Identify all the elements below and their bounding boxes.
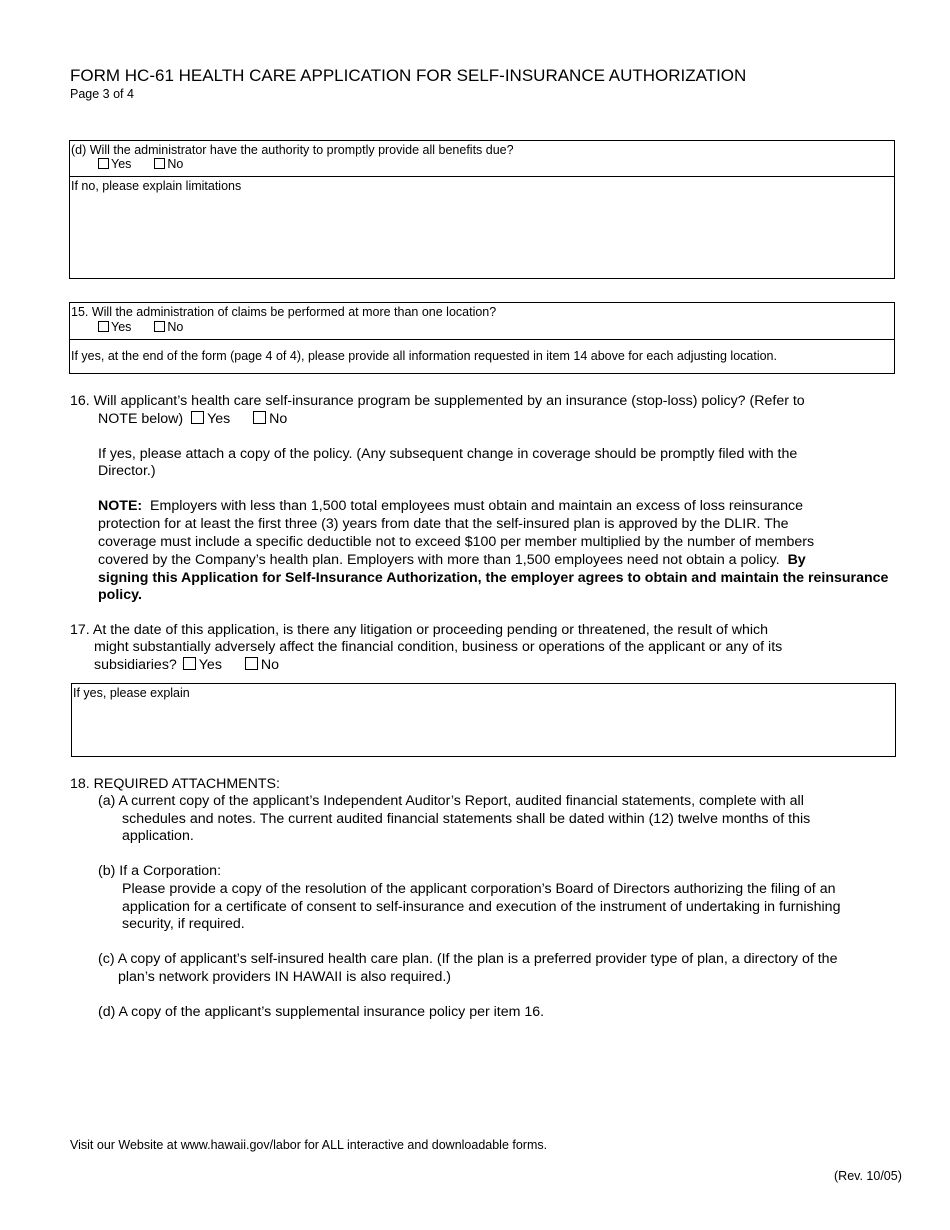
q16-note-bold-line5: signing this Application for Self-Insurance Authorization, the employer agrees to obtain and maintain the reinsurance xyxy=(98,570,889,586)
q16-note-text4: covered by the Company’s health plan. Employers with more than 1,500 employees need not obtain a policy. xyxy=(98,552,780,568)
q17-line1: 17. At the date of this application, is there any litigation or proceeding pending or threatened, the result of which xyxy=(70,622,768,638)
q17-line2: might substantially adversely affect the financial condition, business or operations of the applicant or any of its xyxy=(94,639,783,655)
q15-divider xyxy=(70,339,894,340)
q16-line2-row xyxy=(98,411,287,429)
q14d-no-label: No xyxy=(167,157,184,171)
q14d-box xyxy=(69,140,895,279)
q16-note-text1: Employers with less than 1,500 total employees must obtain and maintain an excess of loss reinsurance xyxy=(150,498,804,514)
q16-note-line5 xyxy=(98,570,888,588)
form-title: FORM HC-61 HEALTH CARE APPLICATION FOR SELF-INSURANCE AUTHORIZATION xyxy=(70,66,747,85)
q14d-explain-label: If no, please explain limitations xyxy=(71,179,242,193)
q18-heading: 18. REQUIRED ATTACHMENTS: xyxy=(70,776,280,792)
q15-options xyxy=(98,320,183,334)
q14d-explain-field[interactable] xyxy=(71,195,892,276)
q16-no-checkbox[interactable] xyxy=(253,411,266,424)
q14d-yes-checkbox[interactable] xyxy=(98,158,109,169)
q14d-question: (d) Will the administrator have the authority to promptly provide all benefits due? xyxy=(71,143,514,157)
q16-note-line2: protection for at least the first three (3) years from date that the self-insured plan is approved by the DLIR. The xyxy=(98,516,789,532)
q15-yes-checkbox[interactable] xyxy=(98,321,109,332)
q18-c-line2: plan’s network providers IN HAWAII is also required.) xyxy=(118,969,452,985)
q16-no-label: No xyxy=(269,411,288,427)
q16-note-line4 xyxy=(98,552,806,570)
q18-a-line1: (a) A current copy of the applicant’s Independent Auditor’s Report, audited financial statements, complete with all xyxy=(98,793,804,809)
q16-attach-line2: Director.) xyxy=(98,463,156,479)
q17-no-checkbox[interactable] xyxy=(245,657,258,670)
q14d-no-checkbox[interactable] xyxy=(154,158,165,169)
q18-a-line2: schedules and notes. The current audited financial statements shall be dated within (12) twelve months of this xyxy=(122,811,811,827)
q17-explain-label: If yes, please explain xyxy=(73,686,190,700)
q18-b-line3: security, if required. xyxy=(122,916,245,932)
footer-revision: (Rev. 10/05) xyxy=(834,1169,902,1183)
q17-no-label: No xyxy=(260,657,279,673)
q16-attach-line1: If yes, please attach a copy of the policy. (Any subsequent change in coverage should be promptly filed with the xyxy=(98,446,798,462)
q16-yes-label: Yes xyxy=(207,411,231,427)
q18-b-line2: application for a certificate of consent to self-insurance and execution of the instrument of undertaking in furnishing xyxy=(122,899,841,915)
q16-note-line3: coverage must include a specific deductible not to exceed $100 per member multiplied by the number of members xyxy=(98,534,815,550)
q18-d-line1: (d) A copy of the applicant’s supplemental insurance policy per item 16. xyxy=(98,1004,545,1020)
q17-line3: subsidiaries? xyxy=(94,657,177,673)
q17-yes-label: Yes xyxy=(198,657,222,673)
q14d-yes-label: Yes xyxy=(111,157,132,171)
q15-yes-label: Yes xyxy=(111,320,132,334)
q15-no-label: No xyxy=(167,320,184,334)
q17-line3-row xyxy=(94,657,279,675)
q17-yes-checkbox[interactable] xyxy=(183,657,196,670)
q16-note-label: NOTE: xyxy=(98,498,143,514)
footer-website: Visit our Website at www.hawaii.gov/labor for ALL interactive and downloadable forms. xyxy=(70,1138,548,1152)
q16-note-line1 xyxy=(98,498,803,516)
q16-note-bold-line6: policy. xyxy=(98,587,142,603)
q16-note-line6 xyxy=(98,587,142,605)
page-number: Page 3 of 4 xyxy=(70,87,134,101)
q15-box xyxy=(69,302,895,374)
q16-line1: 16. Will applicant’s health care self-insurance program be supplemented by an insurance (stop-loss) policy? (Refer to xyxy=(70,393,805,409)
q16-line2: NOTE below) xyxy=(98,411,184,427)
q17-explain-box xyxy=(71,683,896,757)
q18-b-heading: (b) If a Corporation: xyxy=(98,863,222,879)
q18-a-line3: application. xyxy=(122,828,194,844)
q14d-divider xyxy=(70,176,894,177)
q18-c-line1: (c) A copy of applicant’s self-insured health care plan. (If the plan is a preferred provider type of plan, a directory of the xyxy=(98,951,838,967)
q15-question: 15. Will the administration of claims be performed at more than one location? xyxy=(71,305,497,319)
q16-yes-checkbox[interactable] xyxy=(191,411,204,424)
q15-note: If yes, at the end of the form (page 4 of 4), please provide all information requested in item 14 above for each adjusting location. xyxy=(71,349,777,363)
q17-explain-field[interactable] xyxy=(73,702,893,754)
q18-b-line1: Please provide a copy of the resolution of the applicant corporation’s Board of Directors authorizing the filing of an xyxy=(122,881,836,897)
q15-no-checkbox[interactable] xyxy=(154,321,165,332)
q16-note-bold-start: By xyxy=(787,552,806,568)
q14d-options xyxy=(98,157,183,171)
